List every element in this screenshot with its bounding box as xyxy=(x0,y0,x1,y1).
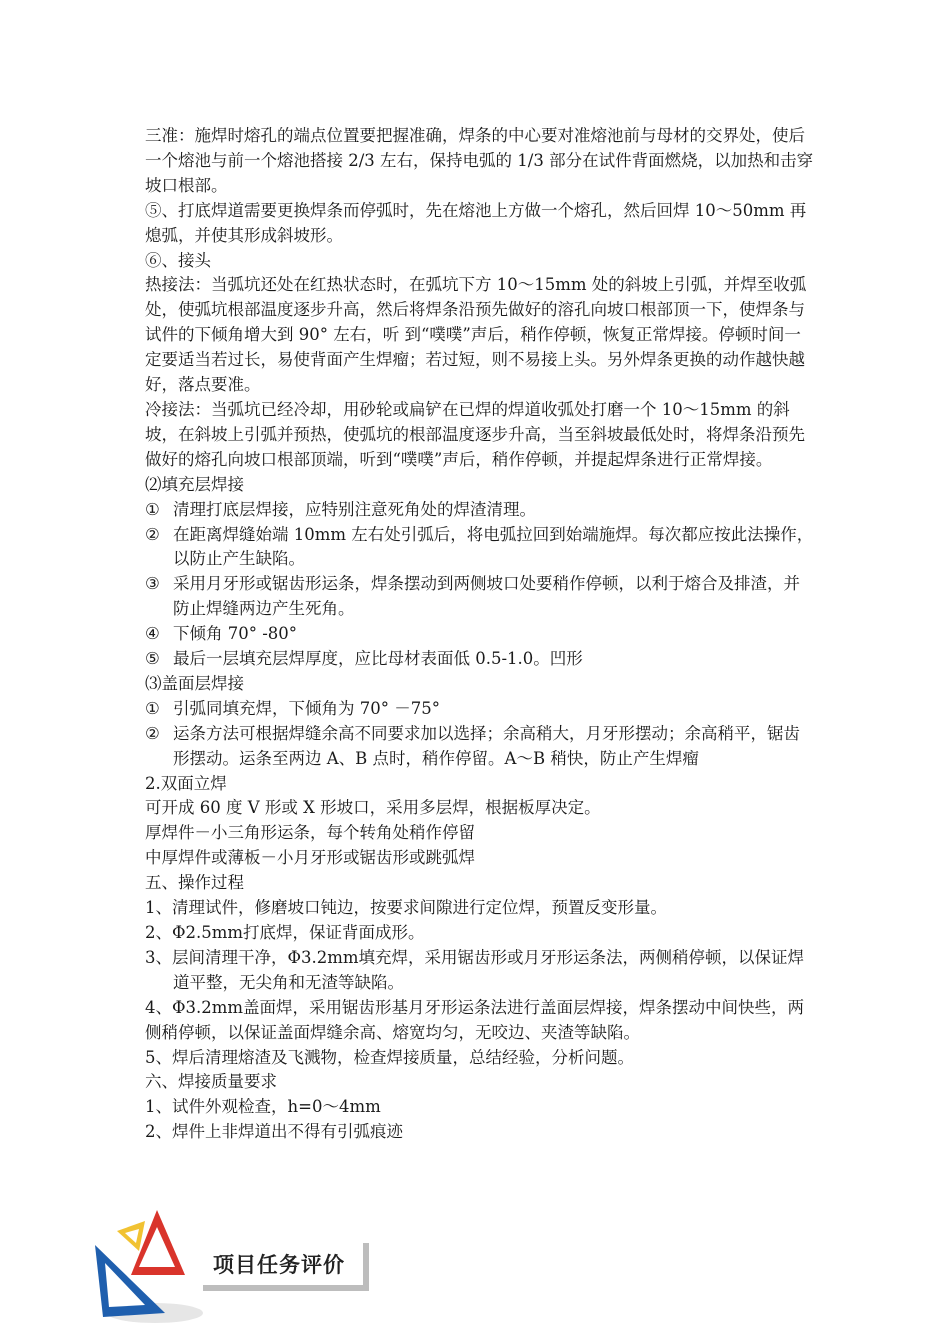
paragraph: 冷接法：当弧坑已经冷却，用砂轮或扁铲在已焊的焊道收弧处打磨一个 10～15mm 的斜坡，在斜坡上引弧并预热，使弧坑的根部温度逐步升高，当至斜坡最低处时，将焊条沿预先做好的熔孔向坡口根部顶端，听到“噗噗”声后，稍作停顿，并提起焊条进行正常焊接。 xyxy=(145,399,805,469)
list-item-text: 清理打底层焊接，应特别注意死角处的焊渣清理。 xyxy=(173,499,536,519)
list-item xyxy=(145,498,815,523)
list-item xyxy=(145,523,815,573)
list-item-text: 采用月牙形或锯齿形运条，焊条摆动到两侧坡口处要稍作停顿，以利于熔合及排渣，并防止焊缝两边产生死角。 xyxy=(173,574,800,619)
list-item-number: ⑤ xyxy=(145,649,160,669)
list-item xyxy=(145,722,815,772)
paragraph: 1、清理试件，修磨坡口钝边，按要求间隙进行定位焊，预置反变形量。 xyxy=(145,898,667,918)
list-item-number: ② xyxy=(145,723,160,743)
paragraph: 五、操作过程 xyxy=(145,873,244,893)
paragraph: 1、试件外观检查，h=0～4mm xyxy=(145,1097,381,1117)
paragraph: ⑵填充层焊接 xyxy=(145,474,244,494)
paragraph: 2、焊件上非焊道出不得有引弧痕迹 xyxy=(145,1122,403,1142)
document-body xyxy=(145,124,815,1145)
paragraph: 2、Φ2.5mm打底焊，保证背面成形。 xyxy=(145,923,425,942)
list-item-text: 运条方法可根据焊缝余高不同要求加以选择；余高稍大，月牙形摆动；余高稍平，锯齿形摆动。运条至两边 A、B 点时，稍作停留。A～B 稍快，防止产生焊瘤 xyxy=(173,723,800,768)
list-item xyxy=(145,647,815,672)
list-item-number: ② xyxy=(145,524,160,544)
paragraph: 2.双面立焊 xyxy=(145,773,227,793)
list-item xyxy=(145,572,815,622)
section-footer xyxy=(95,1205,395,1335)
paragraph: 六、焊接质量要求 xyxy=(145,1072,277,1092)
paragraph: 可开成 60 度 V 形或 X 形坡口，采用多层焊，根据板厚决定。 xyxy=(145,798,601,818)
paragraph: 3、层间清理干净，Φ3.2mm填充焊，采用锯齿形或月牙形运条法，两侧稍停顿，以保证焊道平整，无尖角和无渣等缺陷。 xyxy=(145,947,805,992)
list-item-number: ③ xyxy=(145,574,160,594)
paragraph: ⑤、打底焊道需要更换焊条而停弧时，先在熔池上方做一个熔孔，然后回焊 10～50mm 再熄弧，并使其形成斜坡形。 xyxy=(145,200,807,245)
list-item-number: ④ xyxy=(145,624,160,644)
list-item-text: 下倾角 70° -80° xyxy=(173,624,298,644)
paragraph: 三准：施焊时熔孔的端点位置要把握准确，焊条的中心要对准熔池前与母材的交界处，使后一个熔池与前一个熔池搭接 2/3 左右，保持电弧的 1/3 部分在试件背面燃烧，以加热和击穿坡口根部。 xyxy=(145,126,814,195)
paragraph: 热接法：当弧坑还处在红热状态时，在弧坑下方 10～15mm 处的斜坡上引弧，并焊至收弧处，使弧坑根部温度逐步升高，然后将焊条沿预先做好的溶孔向坡口根部顶一下，使焊条与试件的下倾角增大到 90° 左右，听 到“噗噗”声后，稍作停顿，恢复正常焊接。停顿时间一定要适当若过长，易使背面产生焊瘤；若过短，则不易接上头。另外焊条更换的动作越快越好，落点要准。 xyxy=(145,275,807,395)
list-item-text: 在距离焊缝始端 10mm 左右处引弧后，将电弧拉回到始端施焊。每次都应按此法操作，以防止产生缺陷。 xyxy=(173,524,814,569)
paragraph: 厚焊件－小三角形运条，每个转角处稍作停留 xyxy=(145,823,475,843)
list-item xyxy=(145,622,815,647)
paragraph: ⑥、接头 xyxy=(145,250,211,270)
list-item-text: 引弧同填充焊，下倾角为 70° －75° xyxy=(173,698,440,718)
list-item xyxy=(145,697,815,722)
list-item-number: ① xyxy=(145,499,160,519)
list-item-text: 最后一层填充层焊厚度，应比母材表面低 0.5-1.0。凹形 xyxy=(173,649,583,669)
paragraph: ⑶盖面层焊接 xyxy=(145,673,244,693)
paragraph: 5、焊后清理熔渣及飞溅物，检查焊接质量，总结经验，分析问题。 xyxy=(145,1047,634,1067)
paragraph: 4、Φ3.2mm盖面焊，采用锯齿形基月牙形运条法进行盖面层焊接，焊条摆动中间快些，两侧稍停顿，以保证盖面焊缝余高、熔宽均匀，无咬边、夹渣等缺陷。 xyxy=(145,997,805,1042)
triangle-ruler-logo-icon xyxy=(95,1205,215,1335)
paragraph: 中厚焊件或薄板－小月牙形或锯齿形或跳弧焊 xyxy=(145,848,475,868)
footer-title: 项目任务评价 xyxy=(213,1253,345,1277)
list-item-number: ① xyxy=(145,698,160,718)
